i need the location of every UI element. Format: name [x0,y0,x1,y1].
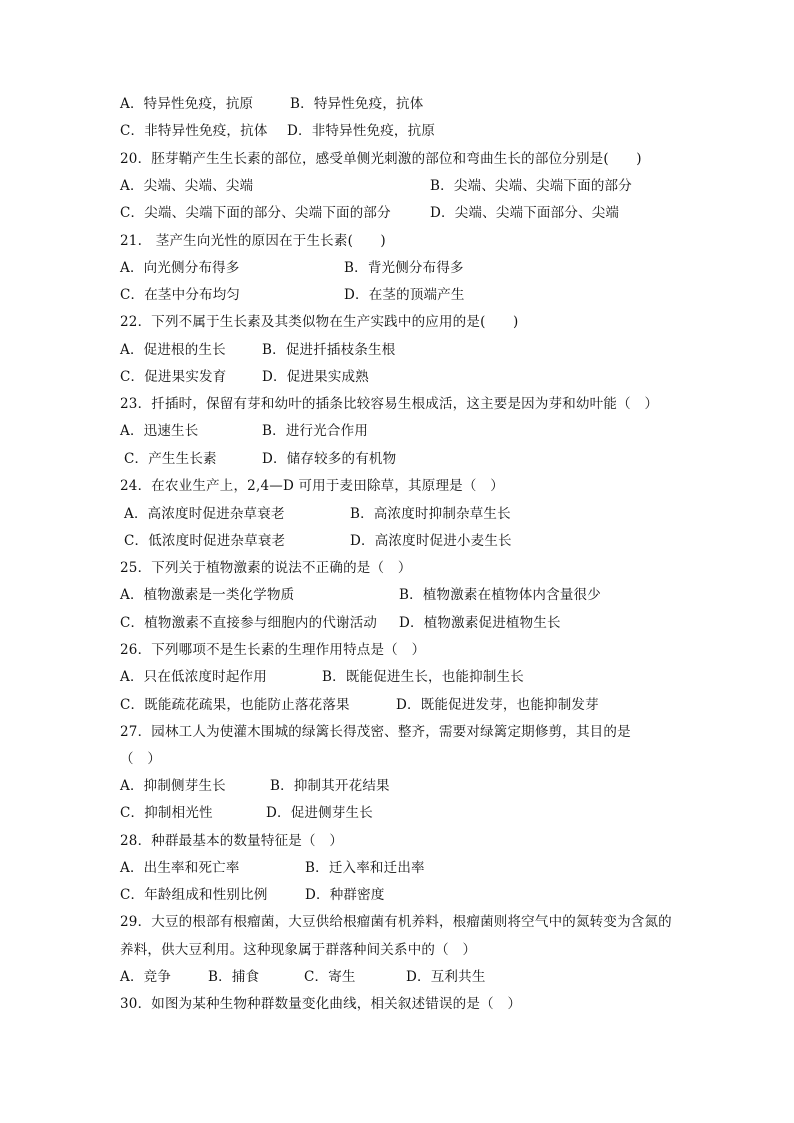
q20-option-d: D．尖端、尖端下面部分、尖端 [430,205,620,221]
q28-options-row1 [0,859,794,877]
q29-option-b: B．捕食 [208,969,260,985]
q23-options-row1 [0,422,794,440]
q21-option-c: C．在茎中分布均匀 [120,287,241,303]
q20-option-a: A．尖端、尖端、尖端 [120,178,254,194]
q20-options-row1 [0,177,794,195]
q25-option-c: C．植物激素不直接参与细胞内的代谢活动 [120,615,378,631]
q25-option-d: D．植物激素促进植物生长 [399,615,561,631]
q25-options-row2 [0,614,794,632]
q28-stem: 28．种群最基本的数量特征是（ ） [120,833,344,849]
q29-stem-line2: 养料，供大豆利用。这种现象属于群落种间关系中的（ ） [120,942,477,958]
q23-option-b: B．进行光合作用 [262,423,369,439]
q25-stem: 25．下列关于植物激素的说法不正确的是（ ） [120,560,412,576]
q23-stem: 23．扦插时，保留有芽和幼叶的插条比较容易生根成活，这主要是因为芽和幼叶能（ ） [120,396,659,412]
q29-option-a: A．竞争 [120,969,172,985]
q25-option-a: A．植物激素是一类化学物质 [120,587,295,603]
q23-option-d: D．储存较多的有机物 [262,451,397,467]
q27-options-row1 [0,777,794,795]
q24-stem: 24．在农业生产上，2,4—D 可用于麦田除草，其原理是（ ） [120,478,504,494]
q22-option-c: C．促进果实发育 [120,369,227,385]
q24-option-a: A．高浓度时促进杂草衰老 [124,506,285,522]
q21-options-row1 [0,259,794,277]
q21-option-b: B．背光侧分布得多 [344,260,464,276]
q19-options-row1 [0,95,794,113]
q28-option-d: D．种群密度 [305,887,385,903]
q25-options-row1 [0,586,794,604]
q24-option-c: C．低浓度时促进杂草衰老 [124,533,286,549]
q19-option-d: D．非特异性免疫，抗原 [287,123,436,139]
q21-option-a: A．向光侧分布得多 [120,260,240,276]
q28-options-row2 [0,886,794,904]
q26-option-c: C．既能疏花疏果，也能防止落花落果 [120,697,350,713]
q27-options-row2 [0,804,794,822]
q29-option-c: C．寄生 [304,969,356,985]
q27-stem-line2: （ ） [120,751,162,767]
q21-stem: 21. 茎产生向光性的原因在于生长素( ) [120,233,386,249]
q20-options-row2 [0,204,794,222]
q20-option-b: B．尖端、尖端、尖端下面的部分 [430,178,632,194]
q22-option-a: A．促进根的生长 [120,342,226,358]
q26-options-row2 [0,696,794,714]
q24-option-b: B．高浓度时抑制杂草生长 [350,506,511,522]
q23-option-a: A．迅速生长 [120,423,199,439]
q22-options-row1 [0,341,794,359]
q26-options-row1 [0,668,794,686]
q27-option-c: C．抑制相光性 [120,805,213,821]
q28-option-b: B．迁入率和迁出率 [305,860,425,876]
q29-option-d: D．互利共生 [406,969,486,985]
q20-option-c: C．尖端、尖端下面的部分、尖端下面的部分 [120,205,391,221]
q28-option-a: A．出生率和死亡率 [120,860,240,876]
q21-option-d: D．在茎的顶端产生 [344,287,465,303]
q20-stem: 20．胚芽鞘产生生长素的部位，感受单侧光刺激的部位和弯曲生长的部位分别是( ) [120,151,642,167]
q22-option-d: D．促进果实成熟 [262,369,369,385]
q19-options-row2 [0,122,794,140]
q30-stem: 30．如图为某种生物种群数量变化曲线，相关叙述错误的是（ ） [120,996,522,1012]
q26-option-a: A．只在低浓度时起作用 [120,669,267,685]
q24-option-d: D．高浓度时促进小麦生长 [350,533,512,549]
q28-option-c: C．年龄组成和性别比例 [120,887,268,903]
q27-option-a: A．抑制侧芽生长 [120,778,226,794]
q26-option-d: D．既能促进发芽，也能抑制发芽 [396,697,599,713]
q25-option-b: B．植物激素在植物体内含量很少 [399,587,601,603]
q19-option-a: A．特异性免疫，抗原 [120,96,254,112]
q23-options-row2 [0,450,794,468]
q27-option-b: B．抑制其开花结果 [270,778,390,794]
q23-option-c: C．产生生长素 [124,451,217,467]
q24-options-row1 [0,505,794,523]
q24-options-row2 [0,532,794,550]
q27-option-d: D．促进侧芽生长 [266,805,373,821]
q27-stem-line1: 27．园林工人为使灌木围城的绿篱长得茂密、整齐，需要对绿篱定期修剪，其目的是 [120,724,631,740]
q29-stem-line1: 29．大豆的根部有根瘤菌，大豆供给根瘤菌有机养料，根瘤菌则将空气中的氮转变为含氮的 [120,914,672,930]
q29-options-row [0,968,794,986]
q22-option-b: B．促进扦插枝条生根 [262,342,396,358]
q26-stem: 26．下列哪项不是生长素的生理作用特点是（ ） [120,642,426,658]
q22-options-row2 [0,368,794,386]
q19-option-c: C．非特异性免疫，抗体 [120,123,268,139]
q21-options-row2 [0,286,794,304]
q19-option-b: B．特异性免疫，抗体 [290,96,424,112]
q26-option-b: B．既能促进生长，也能抑制生长 [322,669,524,685]
q22-stem: 22．下列不属于生长素及其类似物在生产实践中的应用的是( ) [120,314,519,330]
